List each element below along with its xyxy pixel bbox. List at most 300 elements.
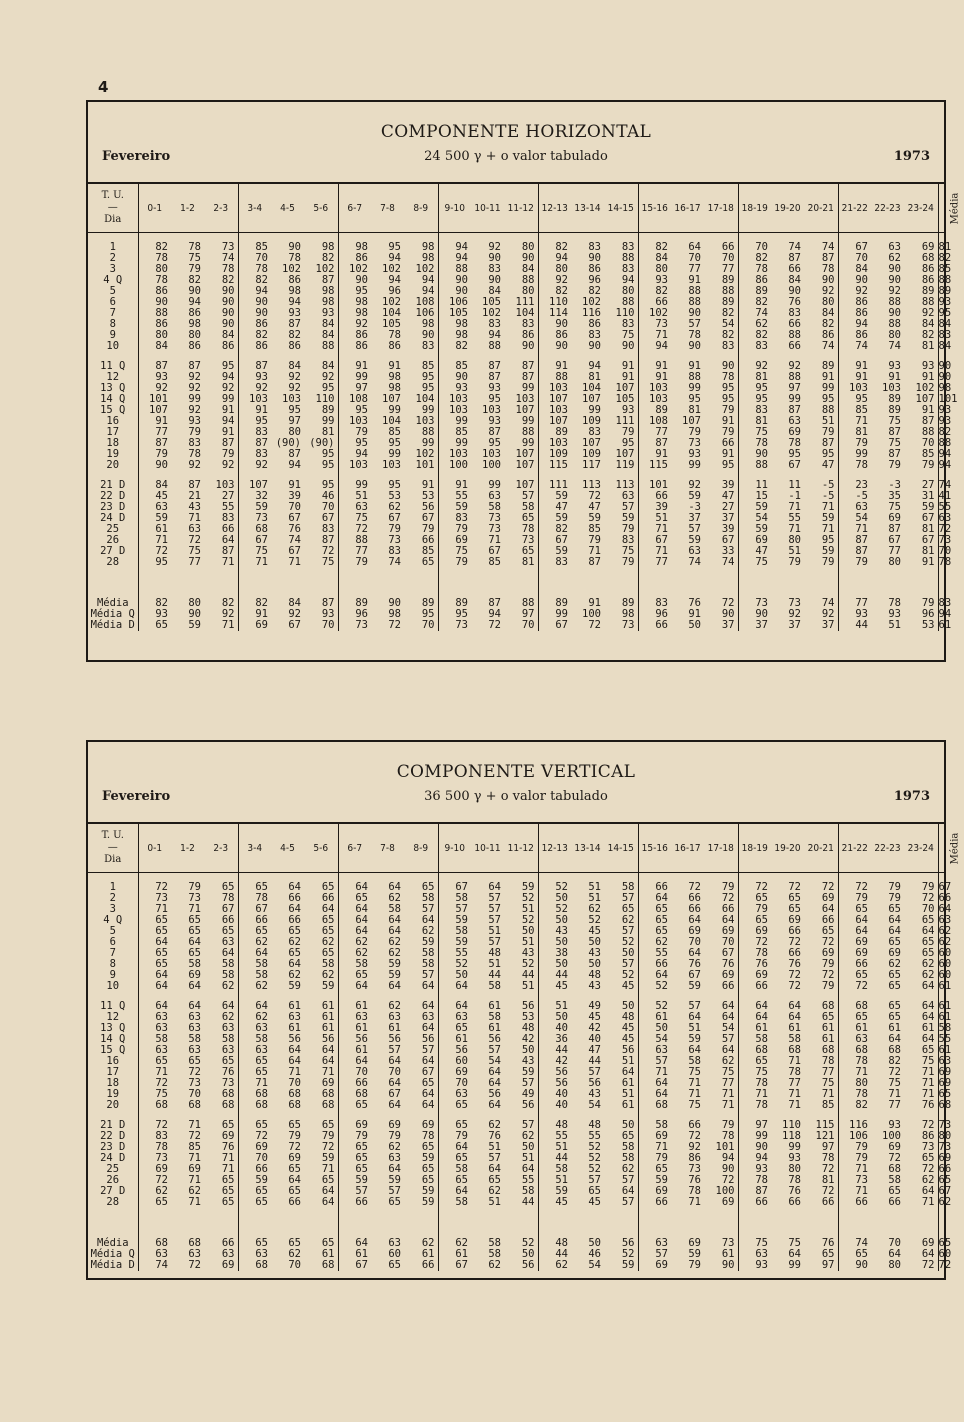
cell-value: 64	[388, 1077, 401, 1089]
cell-value: 73	[788, 597, 801, 609]
cell-value: 80	[855, 1077, 868, 1089]
table-row	[88, 405, 944, 416]
cell-value: 65	[255, 881, 268, 893]
cell-value: 79	[588, 534, 601, 546]
cell-value: 86	[504, 330, 538, 341]
cell-value: 90	[888, 263, 901, 275]
cell-value: 86	[288, 340, 301, 352]
cell-value: 89	[888, 404, 901, 416]
cell-value: 79	[188, 263, 201, 275]
cell-value: 63	[388, 1237, 401, 1249]
cell-value: 65	[755, 914, 768, 926]
cell-value: 77	[804, 1067, 838, 1078]
cell-value: 64	[155, 980, 168, 992]
cell-value: 76	[904, 1100, 938, 1111]
cell-value: 95	[355, 285, 368, 297]
cell-value: 103	[449, 404, 468, 416]
cell-value: 65	[255, 1185, 268, 1197]
cell-value: 94	[388, 274, 401, 286]
cell-value: 51	[488, 925, 501, 937]
cell-value: 48	[555, 1237, 568, 1249]
cell-value: 63	[755, 1248, 768, 1260]
cell-value: 57	[488, 936, 501, 948]
cell-value: 75	[904, 1056, 938, 1067]
cell-value: 66	[355, 1077, 368, 1089]
cell-value: 81	[904, 546, 938, 557]
cell-value: 64	[488, 1066, 501, 1078]
cell-value: 57	[688, 1000, 701, 1012]
cell-value: 86	[155, 285, 168, 297]
cell-value: 103	[882, 382, 901, 394]
cell-value: 59	[504, 1067, 538, 1078]
summary-row	[88, 1238, 944, 1249]
cell-value: 102	[382, 296, 401, 308]
cell-value: 93	[488, 382, 501, 394]
cell-value: 72	[388, 619, 401, 631]
cell-value: 100	[449, 459, 468, 471]
cell-value: 66	[755, 980, 768, 992]
cell-value: 90	[204, 286, 238, 297]
cell-value: 64	[788, 1248, 801, 1260]
cell-value: 69	[688, 925, 701, 937]
cell-value: 86	[355, 329, 368, 341]
cell-value: 65	[404, 1164, 438, 1175]
cell-value: 72	[938, 523, 952, 535]
cell-value: 57	[404, 904, 438, 915]
cell-value: 82	[155, 241, 168, 253]
cell-value: 67	[355, 1259, 368, 1271]
cell-value: 51	[688, 1022, 701, 1034]
cell-value: 83	[488, 318, 501, 330]
cell-value: 100	[882, 1130, 901, 1142]
summary-row	[88, 609, 944, 620]
cell-value: 85	[188, 1141, 201, 1153]
cell-value: 43	[504, 948, 538, 959]
cell-value: 44	[555, 969, 568, 981]
cell-value: 59	[388, 969, 401, 981]
cell-value: 87	[188, 360, 201, 372]
cell-value: 84	[788, 274, 801, 286]
cell-value: 69	[855, 936, 868, 948]
cell-value: 59	[555, 512, 568, 524]
cell-value: 64	[704, 915, 738, 926]
cell-value: 76	[204, 1142, 238, 1153]
row-label: 13 Q	[88, 383, 138, 394]
cell-value: 63	[255, 1248, 268, 1260]
cell-value: 91	[855, 371, 868, 383]
hour-header: 19-20	[771, 824, 804, 873]
cell-value: 92	[788, 360, 801, 372]
cell-value: 68	[304, 1089, 338, 1100]
cell-value: 71	[788, 1099, 801, 1111]
cell-value: 97	[755, 1119, 768, 1131]
cell-value: 56	[455, 1044, 468, 1056]
cell-value: 69	[888, 1141, 901, 1153]
cell-value: 79	[804, 427, 838, 438]
cell-value: 84	[288, 597, 301, 609]
cell-value: 87	[888, 426, 901, 438]
cell-value: 95	[304, 449, 338, 460]
cell-value: 99	[804, 383, 838, 394]
cell-value: 84	[855, 263, 868, 275]
cell-value: 66	[938, 1163, 952, 1175]
cell-value: 90	[555, 318, 568, 330]
cell-value: 65	[204, 1120, 238, 1131]
cell-value: 62	[504, 1131, 538, 1142]
cell-value: 69	[788, 426, 801, 438]
cell-value: 82	[704, 308, 738, 319]
cell-value: 37	[704, 620, 738, 631]
cell-value: 76	[788, 1185, 801, 1197]
cell-value: 55	[788, 512, 801, 524]
cell-value: 88	[455, 263, 468, 275]
cell-value: 55	[555, 1130, 568, 1142]
cell-value: 77	[788, 1077, 801, 1089]
cell-value: 69	[904, 1238, 938, 1249]
cell-value: 90	[688, 340, 701, 352]
row-label: 26	[88, 1175, 138, 1186]
row-label: 15 Q	[88, 1045, 138, 1056]
cell-value: 52	[604, 970, 638, 981]
cell-value: 74	[288, 534, 301, 546]
cell-value: 62	[938, 936, 952, 948]
cell-value: 90	[404, 330, 438, 341]
cell-value: 73	[388, 534, 401, 546]
table-row	[88, 1142, 944, 1153]
cell-value: 51	[555, 1141, 568, 1153]
cell-value: 108	[649, 415, 668, 427]
cell-value: 93	[155, 371, 168, 383]
cell-value: 87	[304, 275, 338, 286]
cell-value: 83	[604, 264, 638, 275]
cell-value: 86	[288, 274, 301, 286]
row-label: 8	[88, 319, 138, 330]
cell-value: 84	[304, 330, 338, 341]
cell-value: 65	[204, 1175, 238, 1186]
cell-value: 108	[404, 297, 438, 308]
cell-value: 90	[488, 274, 501, 286]
hour-header: 18-19	[738, 824, 771, 873]
cell-value: 50	[555, 914, 568, 926]
cell-value: 63	[155, 1022, 168, 1034]
cell-value: 109	[549, 448, 568, 460]
cell-value: 90	[938, 371, 952, 383]
cell-value: 118	[782, 1130, 801, 1142]
cell-value: 98	[355, 241, 368, 253]
cell-value: 50	[588, 958, 601, 970]
cell-value: 96	[588, 274, 601, 286]
cell-value: 71	[655, 545, 668, 557]
cell-value: 75	[304, 557, 338, 568]
cell-value: 82	[555, 523, 568, 535]
cell-value: 99	[788, 393, 801, 405]
cell-value: 82	[755, 329, 768, 341]
cell-value: 82	[588, 285, 601, 297]
cell-value: 82	[938, 252, 952, 264]
cell-value: 71	[688, 1077, 701, 1089]
cell-value: 65	[655, 925, 668, 937]
cell-value: 58	[188, 1033, 201, 1045]
cell-value: 71	[855, 415, 868, 427]
cell-value: 81	[804, 1175, 838, 1186]
cell-value: 59	[255, 501, 268, 513]
cell-value: 52	[588, 1141, 601, 1153]
cell-value: 66	[704, 904, 738, 915]
cell-value: 76	[804, 1238, 838, 1249]
cell-value: 93	[304, 609, 338, 620]
cell-value: 64	[488, 1099, 501, 1111]
cell-value: 78	[755, 947, 768, 959]
cell-value: 72	[788, 969, 801, 981]
cell-value: 65	[204, 926, 238, 937]
cell-value: 90	[704, 361, 738, 372]
cell-value: 64	[155, 1000, 168, 1012]
cell-value: 90	[755, 1141, 768, 1153]
cell-value: 66	[288, 1196, 301, 1208]
cell-value: 71	[204, 1164, 238, 1175]
cell-value: 45	[604, 1034, 638, 1045]
cell-value: 69	[804, 893, 838, 904]
cell-value: 87	[188, 479, 201, 491]
table-row	[88, 1034, 944, 1045]
cell-value: 39	[704, 524, 738, 535]
cell-value: 88	[938, 274, 952, 286]
row-label: 22 D	[88, 1131, 138, 1142]
cell-value: 90	[888, 274, 901, 286]
cell-value: 72	[804, 1186, 838, 1197]
cell-value: 109	[582, 415, 601, 427]
cell-value: 64	[288, 903, 301, 915]
cell-value: 65	[504, 546, 538, 557]
cell-value: 74	[204, 253, 238, 264]
cell-value: 65	[655, 903, 668, 915]
cell-value: 27	[904, 480, 938, 491]
table-header	[88, 742, 944, 824]
cell-value: 90	[155, 296, 168, 308]
cell-value: 86	[555, 329, 568, 341]
cell-value: 48	[555, 1119, 568, 1131]
row-label: 16	[88, 416, 138, 427]
cell-value: 64	[188, 1000, 201, 1012]
cell-value: 90	[555, 340, 568, 352]
cell-value: 103	[549, 382, 568, 394]
cell-value: 63	[155, 1011, 168, 1023]
cell-value: 71	[804, 524, 838, 535]
cell-value: 89	[755, 285, 768, 297]
cell-value: 81	[304, 427, 338, 438]
cell-value: 57	[588, 1066, 601, 1078]
cell-value: 88	[688, 371, 701, 383]
cell-value: 73	[655, 318, 668, 330]
cell-value: 94	[355, 448, 368, 460]
cell-value: 68	[904, 253, 938, 264]
cell-value: 68	[355, 1088, 368, 1100]
cell-value: 90	[604, 341, 638, 352]
cell-value: 91	[655, 371, 668, 383]
cell-value: 70	[288, 501, 301, 513]
cell-value: 76	[288, 523, 301, 535]
cell-value: 67	[888, 534, 901, 546]
cell-value: 45	[588, 1196, 601, 1208]
cell-value: 101	[649, 479, 668, 491]
cell-value: 62	[938, 1196, 952, 1208]
cell-value: 65	[255, 1119, 268, 1131]
cell-value: 65	[404, 882, 438, 893]
cell-value: 71	[688, 1088, 701, 1100]
cell-value: 99	[355, 371, 368, 383]
cell-value: 65	[455, 1099, 468, 1111]
cell-value: 40	[555, 1088, 568, 1100]
cell-value: 80	[155, 329, 168, 341]
cell-value: 68	[155, 1237, 168, 1249]
cell-value: 58	[255, 958, 268, 970]
cell-value: 83	[655, 597, 668, 609]
cell-value: 86	[188, 340, 201, 352]
cell-value: 74	[155, 1259, 168, 1271]
cell-value: 60	[938, 958, 952, 970]
cell-value: 106	[849, 1130, 868, 1142]
cell-value: 53	[388, 490, 401, 502]
cell-value: 62	[288, 1248, 301, 1260]
cell-value: 65	[588, 1185, 601, 1197]
cell-value: 45	[555, 980, 568, 992]
cell-value: 65	[155, 1055, 168, 1067]
cell-value: 64	[904, 1186, 938, 1197]
cell-value: 80	[655, 263, 668, 275]
cell-value: 72	[588, 490, 601, 502]
cell-value: 68	[204, 1089, 238, 1100]
cell-value: 92	[255, 459, 268, 471]
cell-value: 65	[404, 1142, 438, 1153]
cell-value: 66	[704, 981, 738, 992]
cell-value: 86	[204, 341, 238, 352]
row-label: 22 D	[88, 491, 138, 502]
cell-value: 74	[704, 557, 738, 568]
cell-value: 110	[604, 308, 638, 319]
cell-value: 61	[355, 1022, 368, 1034]
cell-value: 98	[604, 609, 638, 620]
cell-value: 109	[582, 448, 601, 460]
cell-value: 52	[588, 1152, 601, 1164]
cell-value: 66	[655, 490, 668, 502]
table-row	[88, 882, 944, 893]
cell-value: 98	[938, 382, 952, 394]
cell-value: 72	[188, 534, 201, 546]
cell-value: 82	[255, 329, 268, 341]
cell-value: 64	[655, 1088, 668, 1100]
table-row	[88, 427, 944, 438]
cell-value: 66	[804, 1197, 838, 1208]
cell-value: 61	[304, 1023, 338, 1034]
cell-value: 93	[888, 608, 901, 620]
cell-value: 93	[938, 404, 952, 416]
cell-value: 68	[255, 523, 268, 535]
cell-value: 111	[604, 416, 638, 427]
cell-value: 99	[204, 394, 238, 405]
cell-value: 66	[204, 915, 238, 926]
cell-value: 82	[555, 241, 568, 253]
cell-value: 71	[155, 534, 168, 546]
cell-value: 83	[455, 512, 468, 524]
cell-value: 87	[155, 360, 168, 372]
hour-header: 4-5	[271, 184, 304, 233]
cell-value: 94	[404, 286, 438, 297]
cell-value: 75	[755, 1066, 768, 1078]
cell-value: 110	[549, 296, 568, 308]
cell-value: 67	[388, 512, 401, 524]
cell-value: 77	[188, 556, 201, 568]
cell-value: 67	[938, 881, 952, 893]
cell-value: 107	[249, 479, 268, 491]
cell-value: 80	[188, 597, 201, 609]
cell-value: 88	[755, 459, 768, 471]
cell-value: 72	[904, 1260, 938, 1271]
cell-value: 90	[204, 297, 238, 308]
cell-value: 57	[604, 1197, 638, 1208]
cell-value: 65	[888, 903, 901, 915]
cell-value: 59	[404, 1197, 438, 1208]
cell-value: 92	[855, 285, 868, 297]
cell-value: -5	[804, 480, 838, 491]
cell-value: 55	[455, 947, 468, 959]
cell-value: 65	[355, 1099, 368, 1111]
cell-value: 104	[504, 308, 538, 319]
cell-value: 51	[355, 490, 368, 502]
cell-value: 88	[904, 427, 938, 438]
cell-value: 71	[804, 1089, 838, 1100]
cell-value: 59	[555, 490, 568, 502]
cell-value: 57	[504, 1078, 538, 1089]
cell-value: 98	[188, 318, 201, 330]
cell-value: 57	[388, 1044, 401, 1056]
cell-value: 56	[488, 1033, 501, 1045]
cell-value: 85	[904, 449, 938, 460]
cell-value: 95	[755, 382, 768, 394]
cell-value: 62	[188, 1185, 201, 1197]
cell-value: 84	[504, 264, 538, 275]
cell-value: 60	[938, 969, 952, 981]
cell-value: 54	[704, 1023, 738, 1034]
cell-value: 61	[488, 1022, 501, 1034]
cell-value: 86	[355, 340, 368, 352]
cell-value: 65	[855, 903, 868, 915]
cell-value: 72	[788, 980, 801, 992]
cell-value: 94	[604, 275, 638, 286]
cell-value: 62	[904, 959, 938, 970]
cell-value: 67	[488, 545, 501, 557]
cell-value: 82	[204, 275, 238, 286]
cell-value: 61	[355, 1248, 368, 1260]
cell-value: 103	[404, 416, 438, 427]
cell-value: 95	[704, 383, 738, 394]
cell-value: 52	[588, 914, 601, 926]
cell-value: 103	[549, 404, 568, 416]
cell-value: 95	[604, 438, 638, 449]
cell-value: 65	[304, 915, 338, 926]
cell-value: 87	[804, 438, 838, 449]
cell-value: 92	[355, 318, 368, 330]
cell-value: 69	[755, 925, 768, 937]
cell-value: 117	[582, 459, 601, 471]
cell-value: 58	[388, 903, 401, 915]
cell-value: 99	[755, 1130, 768, 1142]
cell-value: 43	[588, 947, 601, 959]
cell-value: 70	[388, 1066, 401, 1078]
cell-value: 68	[288, 1099, 301, 1111]
row-label: Média D	[88, 620, 138, 631]
cell-value: 65	[655, 914, 668, 926]
cell-value: 37	[688, 512, 701, 524]
